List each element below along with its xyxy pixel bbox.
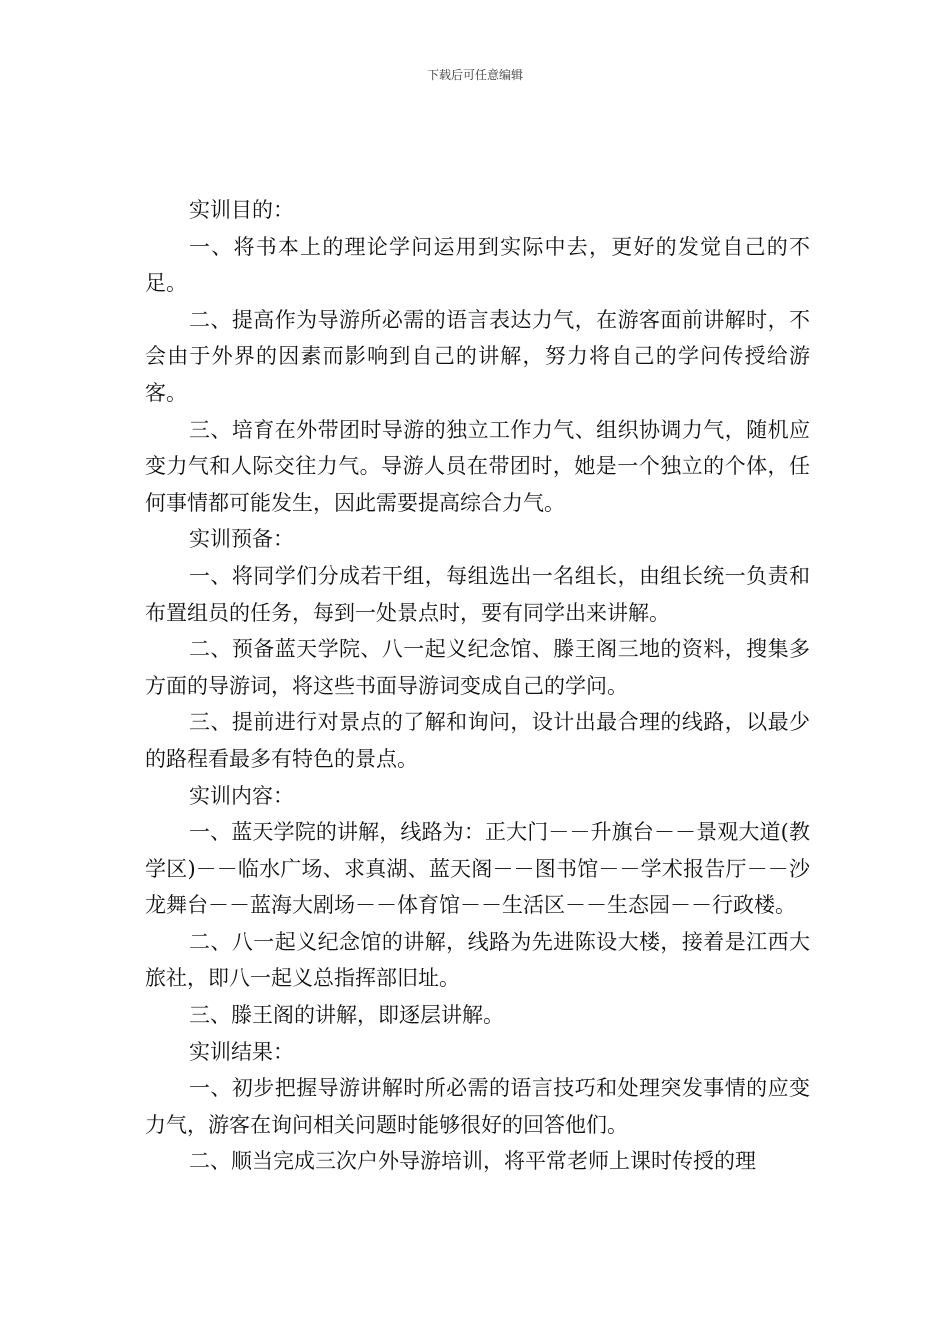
paragraph: 一、蓝天学院的讲解，线路为：正大门－－升旗台－－景观大道(教学区)－－临水广场、求真湖、蓝天阁－－图书馆－－学术报告厅－－沙龙舞台－－蓝海大剧场－－体育馆－－生活区－－生态园－－行政楼。: [145, 820, 810, 918]
paragraph: 二、提高作为导游所必需的语言表达力气，在游客面前讲解时，不会由于外界的因素而影响到自己的讲解，努力将自己的学问传授给游客。: [145, 307, 810, 405]
heading-training-content: 实训内容：: [189, 783, 294, 808]
heading-training-purpose: 实训目的：: [189, 198, 294, 222]
paragraph: 一、将书本上的理论学问运用到实际中去，更好的发觉自己的不足。: [145, 234, 810, 296]
paragraph: 三、滕王阁的讲解，即逐层讲解。: [189, 1003, 504, 1028]
paragraph: 二、顺当完成三次户外导游培训，将平常老师上课时传授的理: [189, 1149, 756, 1174]
heading-training-preparation: 实训预备：: [189, 527, 294, 552]
page-header: 下载后可任意编辑: [426, 68, 523, 82]
paragraph: 三、培育在外带团时导游的独立工作力气、组织协调力气，随机应变力气和人际交往力气。导游人员在带团时，她是一个独立的个体，任何事情都可能发生，因此需要提高综合力气。: [145, 417, 810, 515]
paragraph: 一、将同学们分成若干组，每组选出一名组长，由组长统一负责和布置组员的任务，每到一处景点时，要有同学出来讲解。: [145, 563, 810, 625]
heading-training-results: 实训结果：: [189, 1039, 294, 1064]
paragraph: 一、初步把握导游讲解时所必需的语言技巧和处理突发事情的应变力气，游客在询问相关问题时能够很好的回答他们。: [145, 1076, 810, 1137]
paragraph: 二、八一起义纪念馆的讲解，线路为先进陈设大楼，接着是江西大旅社，即八一起义总指挥部旧址。: [145, 929, 810, 991]
paragraph: 二、预备蓝天学院、八一起义纪念馆、滕王阁三地的资料，搜集多方面的导游词，将这些书面导游词变成自己的学问。: [145, 637, 810, 698]
document-body: [145, 192, 810, 1180]
paragraph: 三、提前进行对景点的了解和询问，设计出最合理的线路，以最少的路程看最多有特色的景点。: [145, 710, 810, 771]
